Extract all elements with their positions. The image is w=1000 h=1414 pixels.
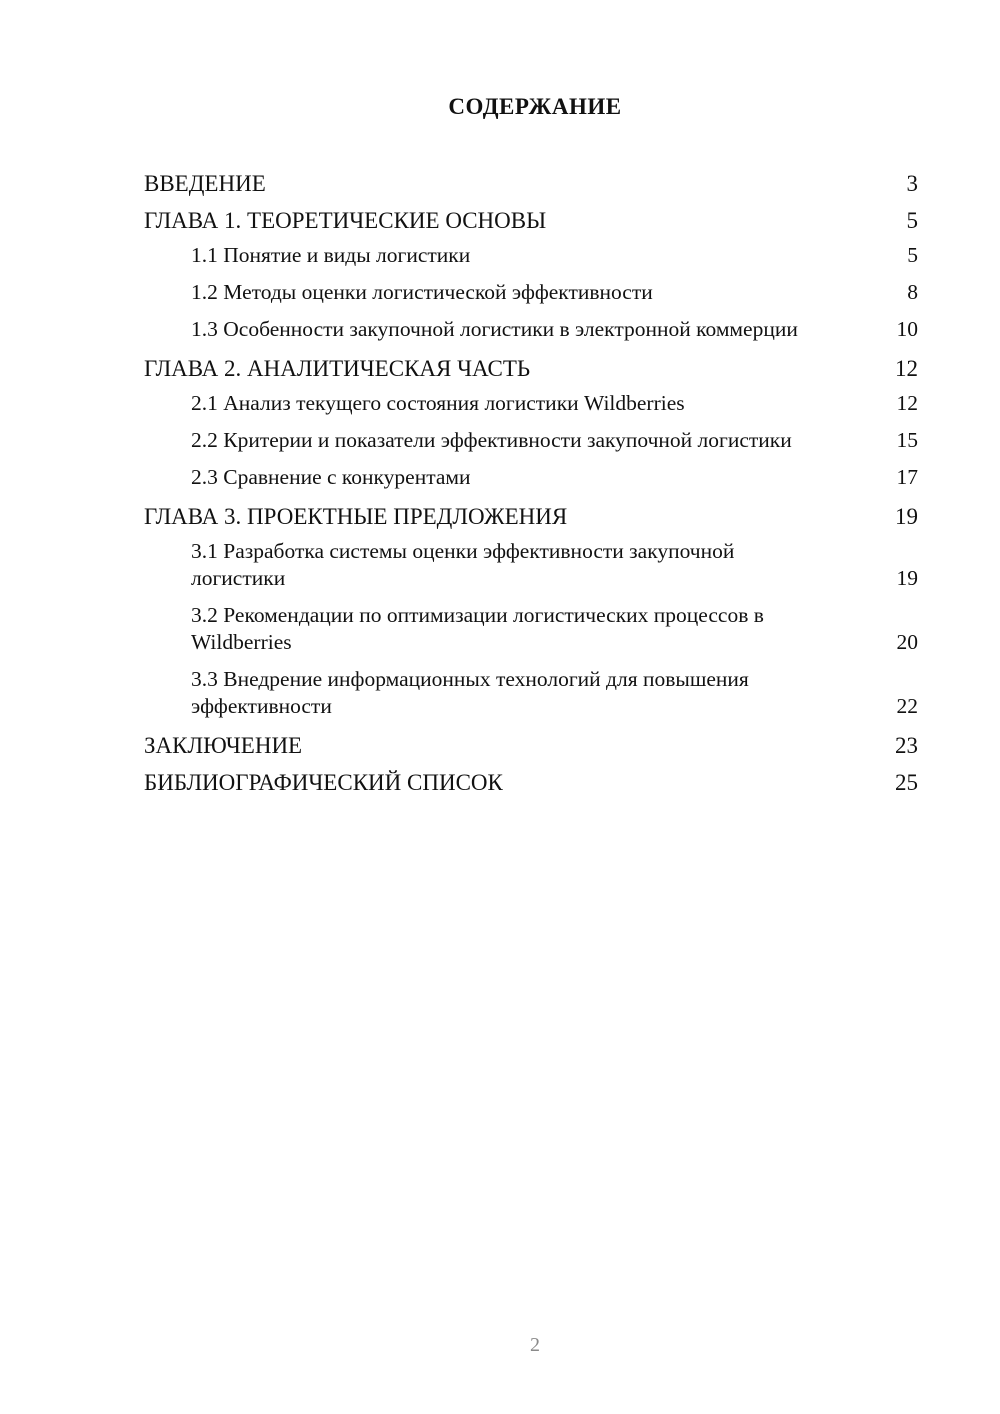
toc-entry-text: БИБЛИОГРАФИЧЕСКИЙ СПИСОК — [144, 770, 503, 795]
toc-entry-page: 5 — [906, 208, 918, 233]
toc-entry-page: 12 — [895, 356, 918, 381]
toc-entry-introduction — [144, 168, 918, 200]
toc-entry-section-1-2 — [144, 279, 918, 306]
toc-entry-page: 15 — [896, 428, 918, 452]
toc-entry-chapter-3 — [144, 501, 918, 533]
table-of-contents — [144, 168, 918, 804]
toc-entry-text: ВВЕДЕНИЕ — [144, 171, 266, 196]
toc-entry-section-1-3 — [144, 316, 918, 343]
toc-entry-text: 2.3 Сравнение с конкурентами — [191, 465, 471, 489]
toc-entry-text: 3.2 Рекомендации по оптимизации логистических процессов в Wildberries — [191, 603, 764, 654]
toc-entry-section-3-2 — [144, 602, 918, 656]
toc-entry-page: 20 — [896, 630, 918, 654]
toc-entry-page: 12 — [896, 391, 918, 415]
toc-entry-page: 17 — [896, 465, 918, 489]
toc-entry-chapter-2 — [144, 353, 918, 385]
toc-entry-text: 2.1 Анализ текущего состояния логистики Wildberries — [191, 391, 685, 415]
toc-entry-page: 23 — [895, 733, 918, 758]
toc-entry-chapter-1 — [144, 205, 918, 237]
toc-entry-conclusion — [144, 730, 918, 762]
toc-entry-page: 3 — [906, 171, 918, 196]
toc-entry-text: 2.2 Критерии и показатели эффективности закупочной логистики — [191, 428, 792, 452]
toc-entry-section-3-3 — [144, 666, 918, 720]
toc-entry-text: 1.2 Методы оценки логистической эффективности — [191, 280, 653, 304]
page-number: 2 — [530, 1334, 540, 1356]
toc-entry-page: 10 — [896, 317, 918, 341]
toc-entry-page: 8 — [907, 280, 918, 304]
toc-entry-page: 19 — [895, 504, 918, 529]
toc-entry-section-2-3 — [144, 464, 918, 491]
toc-entry-text: 1.1 Понятие и виды логистики — [191, 243, 471, 267]
page-title: СОДЕРЖАНИЕ — [448, 94, 622, 119]
toc-entry-page: 5 — [907, 243, 918, 267]
toc-entry-section-1-1 — [144, 242, 918, 269]
toc-entry-section-2-2 — [144, 427, 918, 454]
toc-entry-text: 1.3 Особенности закупочной логистики в электронной коммерции — [191, 317, 798, 341]
toc-entry-page: 25 — [895, 770, 918, 795]
toc-entry-text: ЗАКЛЮЧЕНИЕ — [144, 733, 303, 758]
toc-entry-text: 3.3 Внедрение информационных технологий для повышения эффективности — [191, 667, 749, 718]
toc-entry-text: ГЛАВА 2. АНАЛИТИЧЕСКАЯ ЧАСТЬ — [144, 356, 531, 381]
toc-entry-bibliography — [144, 767, 918, 799]
toc-entry-text: ГЛАВА 1. ТЕОРЕТИЧЕСКИЕ ОСНОВЫ — [144, 208, 547, 233]
toc-entry-section-2-1 — [144, 390, 918, 417]
toc-entry-page: 19 — [896, 566, 918, 590]
toc-entry-page: 22 — [896, 694, 918, 718]
toc-entry-section-3-1 — [144, 538, 918, 592]
toc-entry-text: ГЛАВА 3. ПРОЕКТНЫЕ ПРЕДЛОЖЕНИЯ — [144, 504, 568, 529]
toc-entry-text: 3.1 Разработка системы оценки эффективности закупочной логистики — [191, 539, 735, 590]
